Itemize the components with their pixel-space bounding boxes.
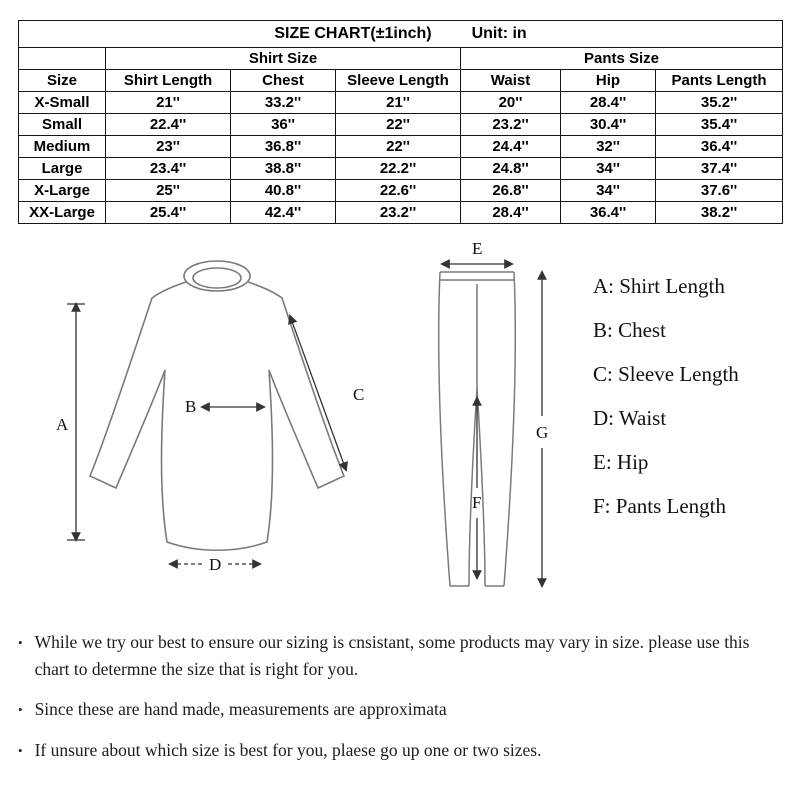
- size-name-cell: X-Small: [19, 92, 106, 114]
- measurement-cell: 28.4'': [561, 92, 656, 114]
- measurement-cell: 24.8'': [461, 158, 561, 180]
- legend-item: A: Shirt Length: [593, 274, 725, 298]
- mark-e-label: E: [472, 240, 483, 258]
- legend-item: B: Chest: [593, 318, 666, 342]
- note-text: While we try our best to ensure our sizing is cnsistant, some products may vary in size. please use this chart to determne the size that is right for you.: [34, 632, 750, 680]
- group-header-row: [19, 48, 783, 70]
- measurement-cell: 23'': [106, 136, 231, 158]
- empty-corner-cell: [19, 48, 106, 70]
- measurement-cell: 42.4'': [231, 202, 336, 224]
- measurement-cell: 21'': [336, 92, 461, 114]
- measurement-cell: 38.2'': [656, 202, 783, 224]
- sizing-notes: [18, 629, 782, 764]
- table-row: [19, 114, 783, 136]
- column-header-size: Size: [19, 70, 106, 92]
- measurement-diagram: [18, 240, 782, 605]
- bullet-icon: •: [18, 742, 23, 758]
- measurement-cell: 35.4'': [656, 114, 783, 136]
- measurement-cell: 34'': [561, 180, 656, 202]
- column-header-chest: Chest: [231, 70, 336, 92]
- table-title-row: [19, 21, 783, 48]
- measurement-cell: 37.4'': [656, 158, 783, 180]
- measurement-cell: 36.4'': [656, 136, 783, 158]
- measurement-cell: 30.4'': [561, 114, 656, 136]
- column-header-hip: Hip: [561, 70, 656, 92]
- size-name-cell: X-Large: [19, 180, 106, 202]
- note-item: [18, 737, 772, 764]
- note-text: If unsure about which size is best for you, plaese go up one or two sizes.: [34, 739, 542, 760]
- column-header-sleeve-length: Sleeve Length: [336, 70, 461, 92]
- note-item: [18, 696, 772, 723]
- measurement-cell: 21'': [106, 92, 231, 114]
- measurement-cell: 28.4'': [461, 202, 561, 224]
- table-row: [19, 202, 783, 224]
- size-chart-table: [18, 20, 783, 224]
- column-header-waist: Waist: [461, 70, 561, 92]
- measurement-cell: 26.8'': [461, 180, 561, 202]
- measurement-cell: 34'': [561, 158, 656, 180]
- pants-diagram: [390, 240, 565, 605]
- legend-item: C: Sleeve Length: [593, 362, 739, 386]
- column-header-shirt-length: Shirt Length: [106, 70, 231, 92]
- note-item: [18, 629, 772, 683]
- column-header-pants-length: Pants Length: [656, 70, 783, 92]
- measurement-cell: 35.2'': [656, 92, 783, 114]
- measurement-cell: 36.4'': [561, 202, 656, 224]
- size-name-cell: XX-Large: [19, 202, 106, 224]
- table-row: [19, 92, 783, 114]
- legend-item: E: Hip: [593, 450, 649, 474]
- size-name-cell: Large: [19, 158, 106, 180]
- pants-dimension-arrows: [442, 264, 542, 586]
- measurement-cell: 23.2'': [336, 202, 461, 224]
- measurement-cell: 23.4'': [106, 158, 231, 180]
- legend-item: D: Waist: [593, 406, 667, 430]
- mark-c-label: C: [353, 385, 365, 404]
- measurement-cell: 20'': [461, 92, 561, 114]
- measurement-cell: 22'': [336, 114, 461, 136]
- column-header-row: [19, 70, 783, 92]
- table-row: [19, 136, 783, 158]
- measurement-cell: 22.6'': [336, 180, 461, 202]
- mark-d-label: D: [209, 555, 222, 574]
- shirt-drawing-svg: [52, 240, 372, 585]
- measurement-cell: 36'': [231, 114, 336, 136]
- mark-a-label: A: [56, 415, 69, 434]
- measurement-cell: 24.4'': [461, 136, 561, 158]
- measurement-cell: 32'': [561, 136, 656, 158]
- measurement-cell: 22'': [336, 136, 461, 158]
- size-chart-title: SIZE CHART(±1inch): [274, 25, 432, 42]
- measurement-cell: 38.8'': [231, 158, 336, 180]
- bullet-icon: •: [18, 635, 23, 650]
- measurement-cell: 25.4'': [106, 202, 231, 224]
- table-row: [19, 180, 783, 202]
- pants-size-group-header: Pants Size: [461, 48, 783, 70]
- measurement-cell: 36.8'': [231, 136, 336, 158]
- measurement-cell: 22.4'': [106, 114, 231, 136]
- measurement-cell: 22.2'': [336, 158, 461, 180]
- measurement-legend: [593, 274, 739, 538]
- shirt-dimension-arrows: [67, 304, 346, 564]
- bullet-icon: •: [18, 702, 23, 718]
- legend-item: F: Pants Length: [593, 494, 727, 518]
- note-text: Since these are hand made, measurements are approximata: [34, 699, 447, 720]
- shirt-outline: [90, 261, 344, 550]
- table-row: [19, 158, 783, 180]
- measurement-cell: 23.2'': [461, 114, 561, 136]
- mark-g-label: G: [536, 423, 549, 442]
- measurement-cell: 25'': [106, 180, 231, 202]
- shirt-diagram: [52, 240, 372, 590]
- measurement-cell: 37.6'': [656, 180, 783, 202]
- measurement-cell: 33.2'': [231, 92, 336, 114]
- size-name-cell: Small: [19, 114, 106, 136]
- size-name-cell: Medium: [19, 136, 106, 158]
- table-title-cell: [19, 21, 783, 48]
- unit-label: Unit: in: [471, 25, 527, 42]
- shirt-size-group-header: Shirt Size: [106, 48, 461, 70]
- mark-b-label: B: [185, 397, 197, 416]
- pants-drawing-svg: [390, 240, 565, 600]
- measurement-cell: 40.8'': [231, 180, 336, 202]
- mark-f-label: F: [472, 493, 482, 512]
